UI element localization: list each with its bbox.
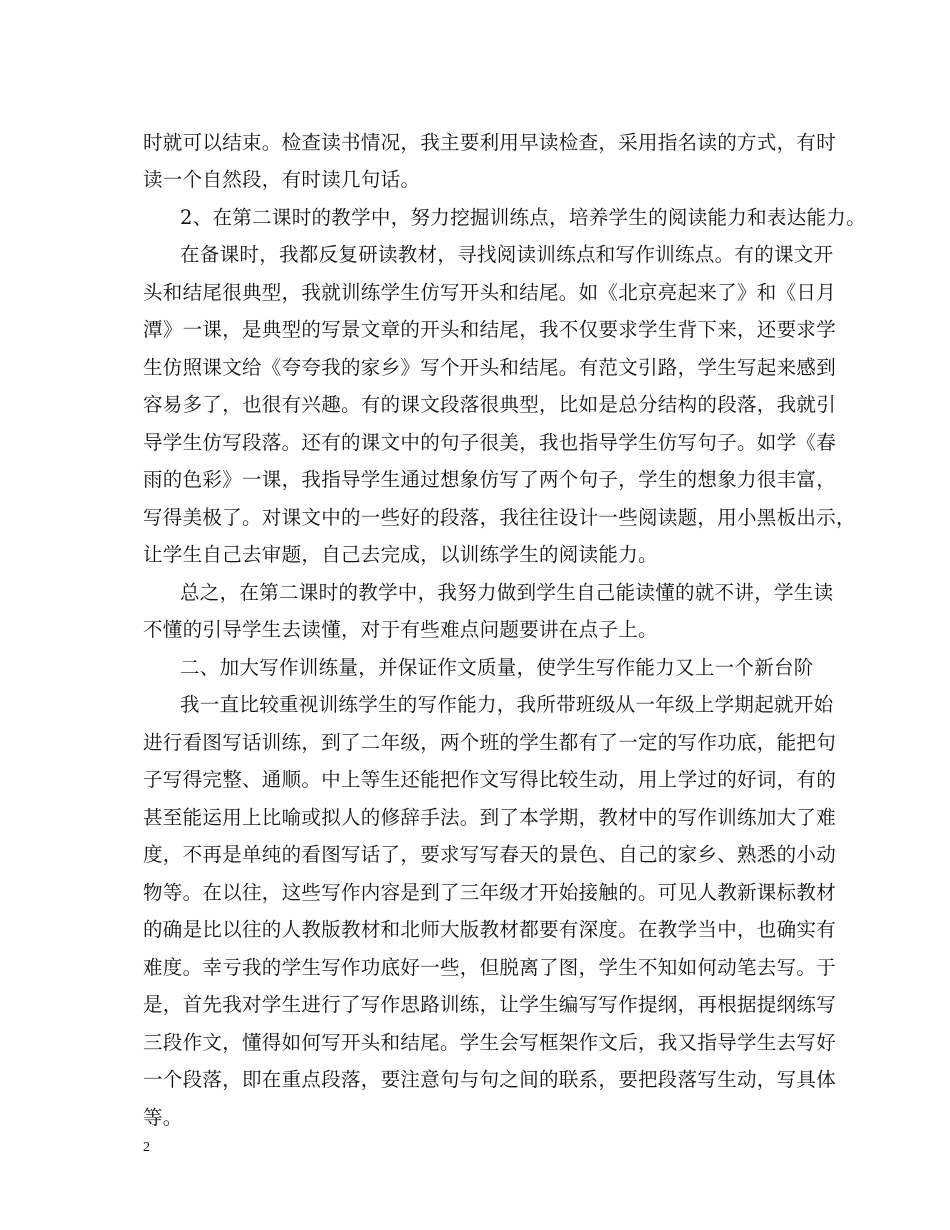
- text-line: 的确是比以往的人教版教材和北师大版教材都要有深度。在教学当中，也确实有: [143, 918, 837, 941]
- text-line: 2、在第二课时的教学中，努力挖掘训练点，培养学生的阅读能力和表达能力。: [180, 206, 866, 229]
- text-line: 等。: [143, 1106, 183, 1129]
- text-line: 物等。在以往，这些写作内容是到了三年级才开始接触的。可见人教新课标教材: [143, 881, 837, 904]
- text-line: 头和结尾很典型，我就训练学生仿写开头和结尾。如《北京亮起来了》和《日月: [143, 281, 837, 304]
- text-line: 容易多了，也很有兴趣。有的课文段落很典型，比如是总分结构的段落，我就引: [143, 393, 837, 416]
- text-line: 总之，在第二课时的教学中，我努力做到学生自己能读懂的就不讲，学生读: [180, 581, 834, 604]
- text-line: 度，不再是单纯的看图写话了，要求写写春天的景色、自己的家乡、熟悉的小动: [143, 843, 837, 866]
- text-line: 子写得完整、通顺。中上等生还能把作文写得比较生动，用上学过的好词，有的: [143, 768, 837, 791]
- page-number: 2: [143, 1140, 150, 1155]
- text-line: 写得美极了。对课文中的一些好的段落，我往往设计一些阅读题，用小黑板出示，: [143, 506, 856, 529]
- text-line: 难度。幸亏我的学生写作功底好一些，但脱离了图，学生不知如何动笔去写。于: [143, 956, 837, 979]
- text-line: 进行看图写话训练，到了二年级，两个班的学生都有了一定的写作功底，能把句: [143, 731, 837, 754]
- text-line: 雨的色彩》一课，我指导学生通过想象仿写了两个句子，学生的想象力很丰富，: [143, 468, 837, 491]
- text-line: 读一个自然段，有时读几句话。: [143, 168, 421, 191]
- text-line: 不懂的引导学生去读懂，对于有些难点问题要讲在点子上。: [143, 618, 658, 641]
- text-line: 在备课时，我都反复研读教材，寻找阅读训练点和写作训练点。有的课文开: [180, 243, 834, 266]
- text-line: 导学生仿写段落。还有的课文中的句子很美，我也指导学生仿写句子。如学《春: [143, 431, 837, 454]
- text-line: 一个段落，即在重点段落，要注意句与句之间的联系，要把段落写生动，写具体: [143, 1068, 837, 1091]
- text-line: 三段作文，懂得如何写开头和结尾。学生会写框架作文后，我又指导学生去写好: [143, 1031, 837, 1054]
- text-line: 我一直比较重视训练学生的写作能力，我所带班级从一年级上学期起就开始: [180, 693, 834, 716]
- text-line: 潭》一课，是典型的写景文章的开头和结尾，我不仅要求学生背下来，还要求学: [143, 318, 837, 341]
- text-line: 生仿照课文给《夸夸我的家乡》写个开头和结尾。有范文引路，学生写起来感到: [143, 356, 837, 379]
- text-line: 让学生自己去审题，自己去完成，以训练学生的阅读能力。: [143, 543, 658, 566]
- text-line: 甚至能运用上比喻或拟人的修辞手法。到了本学期，教材中的写作训练加大了难: [143, 806, 837, 829]
- section-heading: 二、加大写作训练量，并保证作文质量，使学生写作能力又上一个新台阶: [180, 656, 814, 679]
- text-line: 是，首先我对学生进行了写作思路训练，让学生编写写作提纲，再根据提纲练写: [143, 993, 837, 1016]
- text-line: 时就可以结束。检查读书情况，我主要利用早读检查，采用指名读的方式，有时: [143, 131, 837, 154]
